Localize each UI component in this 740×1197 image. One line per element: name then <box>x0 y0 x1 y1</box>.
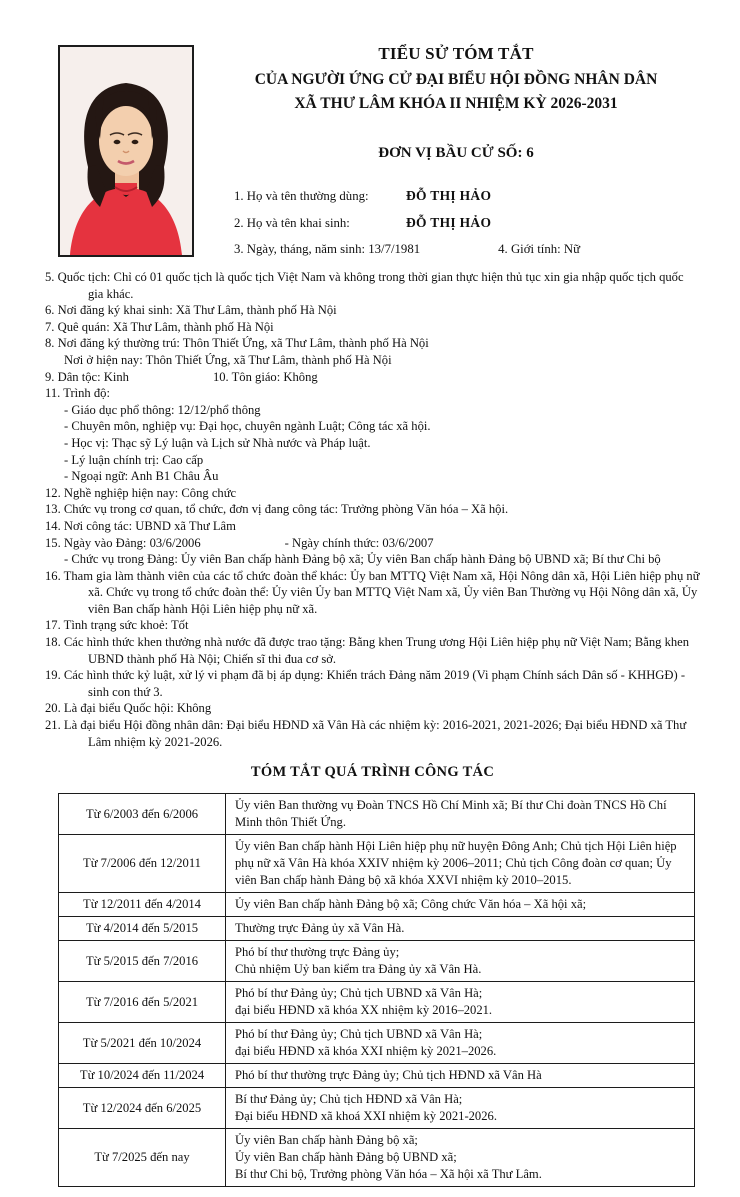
detail-line <box>45 452 700 469</box>
detail-text: - Giáo dục phổ thông: 12/12/phổ thông <box>64 402 261 417</box>
detail-text: - Chức vụ trong Đảng: Ủy viên Ban chấp hành Đảng bộ xã; Ủy viên Ban chấp hành Đảng bộ UBND xã; Bí thư Chi bộ <box>64 552 661 567</box>
career-row <box>59 982 695 1023</box>
career-period-cell: Từ 10/2024 đến 11/2024 <box>59 1064 226 1088</box>
career-desc-line: Bí thư Đảng ủy; Chủ tịch HĐND xã Vân Hà; <box>235 1092 463 1107</box>
career-table <box>58 793 695 1187</box>
career-desc-line: Thường trực Đảng ủy xã Vân Hà. <box>235 921 405 936</box>
details-list <box>45 269 700 750</box>
career-period-cell: Từ 6/2003 đến 6/2006 <box>59 794 226 835</box>
detail-text: 20. Là đại biểu Quốc hội: Không <box>45 701 212 716</box>
career-desc-line: đại biểu HĐND xã khóa XX nhiệm kỳ 2016–2021. <box>235 1003 493 1018</box>
detail-text-secondary: 10. Tôn giáo: Không <box>212 369 318 384</box>
detail-line <box>45 617 700 634</box>
birthdate-gender-row <box>234 242 700 257</box>
career-desc-line: Chủ nhiệm Uỷ ban kiểm tra Đảng ủy xã Vân Hà. <box>235 962 482 977</box>
detail-line <box>45 302 700 319</box>
detail-line <box>45 385 700 402</box>
career-period-cell: Từ 5/2015 đến 7/2016 <box>59 941 226 982</box>
career-desc-cell <box>226 794 695 835</box>
detail-text: 19. Các hình thức kỷ luật, xử lý vi phạm đã bị áp dụng: Khiển trách Đảng năm 2019 (Vi phạm Chính sách Dân số - KHHGĐ) - sinh con thứ 3. <box>45 668 686 699</box>
career-table-body <box>59 794 695 1187</box>
detail-text: 16. Tham gia làm thành viên của các tổ chức đoàn thể khác: Ủy ban MTTQ Việt Nam xã, Hội Nông dân xã, Hội Liên hiệp phụ nữ xã. Chức vụ trong tổ chức đoàn thể: Ủy viên Ủy ban MTTQ Việt Nam xã, Ủy viên Ban Thường vụ Hội Nông dân xã, Ủy viên Ban chấp hành Hội Liên hiệp phụ nữ xã. <box>45 568 700 616</box>
detail-line <box>45 335 700 352</box>
career-desc-line: Ủy viên Ban chấp hành Đảng bộ xã; <box>235 1133 418 1148</box>
detail-line <box>45 568 700 618</box>
career-row <box>59 1088 695 1129</box>
detail-line <box>45 319 700 336</box>
birthdate-text: 3. Ngày, tháng, năm sinh: 13/7/1981 <box>234 242 421 256</box>
career-desc-cell <box>226 1129 695 1187</box>
career-row <box>59 1023 695 1064</box>
detail-line <box>45 634 700 667</box>
detail-text: 14. Nơi công tác: UBND xã Thư Lâm <box>45 518 236 533</box>
career-desc-cell <box>226 893 695 917</box>
detail-text: 9. Dân tộc: Kinh <box>45 369 129 384</box>
detail-line <box>45 551 700 568</box>
document-title: TIỂU SỬ TÓM TẮT <box>378 44 534 63</box>
career-desc-line: Phó bí thư thường trực Đảng ủy; Chủ tịch HĐND xã Vân Hà <box>235 1068 542 1083</box>
career-desc-cell <box>226 1023 695 1064</box>
career-desc-line: Đại biểu HĐND xã khoá XXI nhiệm kỳ 2021-2026. <box>235 1109 497 1124</box>
document-subtitle-2: XÃ THƯ LÂM KHÓA II NHIỆM KỲ 2026-2031 <box>294 95 618 112</box>
common-name-row <box>234 188 700 204</box>
detail-text: - Lý luận chính trị: Cao cấp <box>64 452 204 467</box>
detail-line <box>45 402 700 419</box>
candidate-photo <box>58 45 194 257</box>
career-desc-line: Phó bí thư Đảng ủy; Chủ tịch UBND xã Vân Hà; <box>235 986 483 1001</box>
career-row <box>59 941 695 982</box>
career-period-cell: Từ 4/2014 đến 5/2015 <box>59 917 226 941</box>
detail-line <box>45 468 700 485</box>
detail-text: 21. Là đại biểu Hội đồng nhân dân: Đại biểu HĐND xã Vân Hà các nhiệm kỳ: 2016-2021, 2021-2026; Đại biểu HĐND xã Thư Lâm nhiệm kỳ 2021-2026. <box>45 718 687 749</box>
career-period-cell: Từ 5/2021 đến 10/2024 <box>59 1023 226 1064</box>
common-name-value: ĐỖ THỊ HẢO <box>406 188 492 203</box>
detail-line <box>45 369 700 386</box>
personal-info <box>212 188 700 257</box>
detail-line <box>45 485 700 502</box>
detail-text: 18. Các hình thức khen thưởng nhà nước đã được trao tặng: Bằng khen Trung ương Hội Liên hiệp phụ nữ Việt Nam; Bằng khen UBND thành phố Hà Nội; Chiến sĩ thi đua cơ sở. <box>45 635 690 666</box>
career-period-cell: Từ 7/2025 đến nay <box>59 1129 226 1187</box>
detail-line <box>45 435 700 452</box>
detail-text: 5. Quốc tịch: Chỉ có 01 quốc tịch là quốc tịch Việt Nam và không trong thời gian thực hiện thủ tục xin gia nhập quốc tịch quốc gia khác. <box>45 270 684 301</box>
career-row <box>59 1129 695 1187</box>
birth-name-label: 2. Họ và tên khai sinh: <box>234 216 350 230</box>
detail-line <box>45 518 700 535</box>
career-period-cell: Từ 12/2011 đến 4/2014 <box>59 893 226 917</box>
detail-line <box>45 700 700 717</box>
detail-text: 8. Nơi đăng ký thường trú: Thôn Thiết Ứng, xã Thư Lâm, thành phố Hà Nội <box>45 336 429 351</box>
career-desc-cell <box>226 982 695 1023</box>
career-row <box>59 1064 695 1088</box>
detail-line <box>45 418 700 435</box>
detail-text: 12. Nghề nghiệp hiện nay: Công chức <box>45 485 237 500</box>
gender-text: 4. Giới tính: Nữ <box>498 242 581 256</box>
career-desc-cell <box>226 941 695 982</box>
birth-name-row <box>234 215 700 231</box>
detail-text: - Ngoại ngữ: Anh B1 Châu Âu <box>64 469 219 484</box>
detail-text: 15. Ngày vào Đảng: 03/6/2006 <box>45 535 201 550</box>
top-section <box>45 42 700 257</box>
header-block <box>194 42 700 257</box>
detail-text-secondary: - Ngày chính thức: 03/6/2007 <box>284 535 434 550</box>
common-name-label: 1. Họ và tên thường dùng: <box>234 189 369 203</box>
career-row <box>59 893 695 917</box>
detail-line <box>45 269 700 302</box>
detail-line <box>45 667 700 700</box>
detail-text: - Học vị: Thạc sỹ Lý luận và Lịch sử Nhà nước và Pháp luật. <box>64 435 371 450</box>
detail-line <box>45 717 700 750</box>
career-period-cell: Từ 7/2016 đến 5/2021 <box>59 982 226 1023</box>
detail-text: - Chuyên môn, nghiệp vụ: Đại học, chuyên ngành Luật; Công tác xã hội. <box>64 419 431 434</box>
detail-text: Nơi ở hiện nay: Thôn Thiết Ứng, xã Thư Lâm, thành phố Hà Nội <box>64 352 392 367</box>
document-subtitle-1: CỦA NGƯỜI ỨNG CỬ ĐẠI BIỂU HỘI ĐỒNG NHÂN DÂN <box>254 71 658 88</box>
detail-text: 11. Trình độ: <box>45 386 110 401</box>
career-desc-line: Phó bí thư Đảng ủy; Chủ tịch UBND xã Vân Hà; <box>235 1027 483 1042</box>
career-desc-cell <box>226 1088 695 1129</box>
detail-text: 6. Nơi đăng ký khai sinh: Xã Thư Lâm, thành phố Hà Nội <box>45 303 337 318</box>
career-section-title: TÓM TẮT QUÁ TRÌNH CÔNG TÁC <box>250 764 495 781</box>
career-row <box>59 835 695 893</box>
detail-text: 13. Chức vụ trong cơ quan, tổ chức, đơn vị đang công tác: Trưởng phòng Văn hóa – Xã hội. <box>45 502 509 517</box>
portrait-illustration <box>60 47 192 255</box>
birth-name-value: ĐỖ THỊ HẢO <box>406 215 492 230</box>
detail-text: 7. Quê quán: Xã Thư Lâm, thành phố Hà Nội <box>45 319 274 334</box>
career-desc-cell <box>226 835 695 893</box>
career-desc-line: Ủy viên Ban chấp hành Hội Liên hiệp phụ nữ huyện Đông Anh; Chủ tịch Hội Liên hiệp phụ nữ xã Vân Hà khóa XXIV nhiệm kỳ 2006–2011; Chủ tịch Công đoàn cơ quan; Ủy viên Ban chấp hành Đảng bộ xã khóa XXVI nhiệm kỳ 2010–2015. <box>235 839 677 888</box>
career-desc-line: đại biểu HĐND xã khóa XXI nhiệm kỳ 2021–2026. <box>235 1044 497 1059</box>
career-period-cell: Từ 12/2024 đến 6/2025 <box>59 1088 226 1129</box>
detail-line <box>45 535 700 552</box>
career-desc-line: Ủy viên Ban chấp hành Đảng bộ UBND xã; <box>235 1150 457 1165</box>
career-desc-line: Ủy viên Ban chấp hành Đảng bộ xã; Công chức Văn hóa – Xã hội xã; <box>235 897 587 912</box>
career-period-cell: Từ 7/2006 đến 12/2011 <box>59 835 226 893</box>
career-desc-line: Phó bí thư thường trực Đảng ủy; <box>235 945 400 960</box>
career-desc-cell <box>226 917 695 941</box>
career-desc-line: Bí thư Chi bộ, Trưởng phòng Văn hóa – Xã hội xã Thư Lâm. <box>235 1167 542 1182</box>
detail-text: 17. Tình trạng sức khoẻ: Tốt <box>45 618 189 633</box>
career-row <box>59 917 695 941</box>
detail-line <box>45 352 700 369</box>
career-desc-cell <box>226 1064 695 1088</box>
election-unit-line: ĐƠN VỊ BẦU CỬ SỐ: 6 <box>378 145 534 161</box>
detail-line <box>45 501 700 518</box>
career-desc-line: Ủy viên Ban thường vụ Đoàn TNCS Hồ Chí Minh xã; Bí thư Chi đoàn TNCS Hồ Chí Minh thôn Thiết Ứng. <box>235 798 667 830</box>
career-row <box>59 794 695 835</box>
